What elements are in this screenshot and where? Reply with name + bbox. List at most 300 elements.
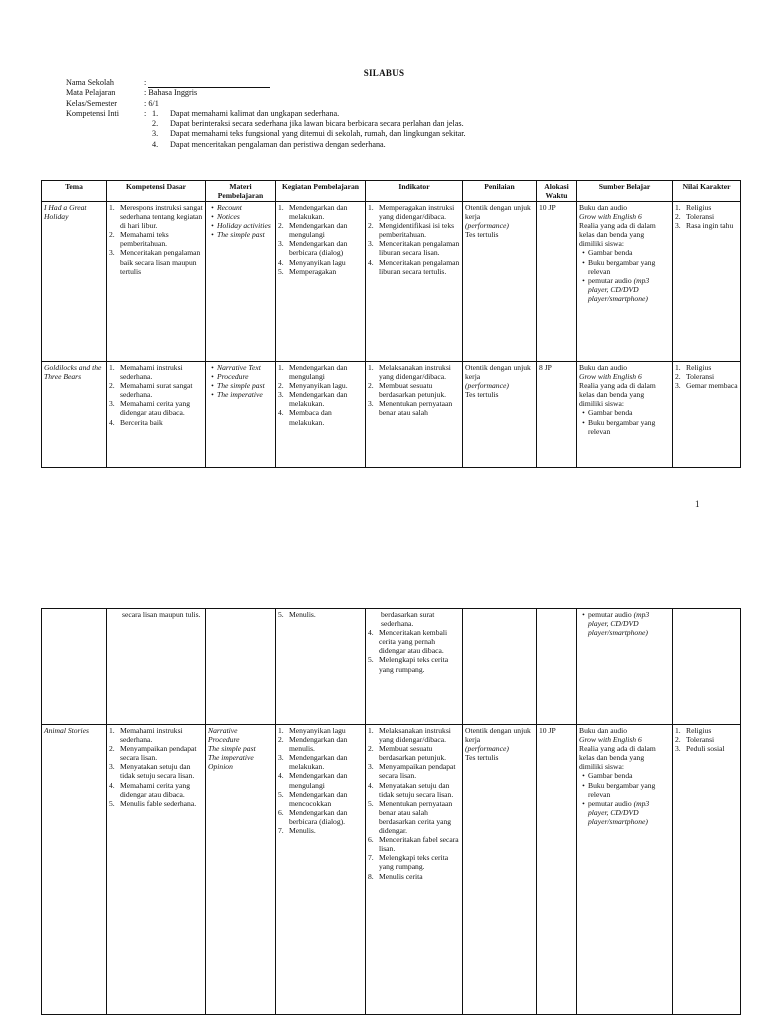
bullet-icon: • bbox=[582, 248, 585, 258]
core-competence-number: 1. bbox=[152, 108, 159, 118]
core-competence-item bbox=[152, 140, 466, 150]
item-text: Mendengarkan dan berbicara (dialog). bbox=[289, 807, 348, 826]
kegiatan-list bbox=[278, 726, 363, 835]
bullet-text: Gambar benda bbox=[588, 408, 633, 418]
cell-tema: Goldilocks and the Three Bears bbox=[42, 362, 107, 468]
cell-penilaian bbox=[463, 609, 537, 725]
item-number: 3. bbox=[675, 744, 681, 754]
item-text: Rasa ingin tahu bbox=[686, 221, 734, 231]
item-text: Mendengarkan dan melakukan. bbox=[289, 390, 348, 409]
list-item bbox=[208, 372, 273, 381]
cell-alokasi bbox=[537, 609, 577, 725]
item-text: Menyatakan setuju dan tidak setuju secara lisan. bbox=[379, 780, 454, 799]
item-text: Toleransi bbox=[686, 372, 715, 382]
list-item bbox=[368, 363, 460, 381]
cell-nilai bbox=[673, 725, 741, 1015]
item-number: 2. bbox=[368, 744, 374, 754]
item-number: 6. bbox=[368, 835, 374, 845]
item-number: 1. bbox=[368, 363, 374, 372]
list-item bbox=[278, 239, 363, 257]
item-text: Religius bbox=[686, 203, 712, 212]
item-number: 3. bbox=[675, 381, 681, 391]
bullet-icon: • bbox=[582, 610, 585, 619]
kd-list bbox=[109, 726, 203, 808]
cell-tema: Animal Stories bbox=[42, 725, 107, 1015]
school-name-value: : bbox=[144, 78, 147, 87]
list-item bbox=[368, 762, 460, 780]
list-item bbox=[368, 655, 460, 673]
item-text: Mendengarkan dan menulis. bbox=[289, 735, 348, 754]
list-item bbox=[368, 381, 460, 399]
cell-penilaian bbox=[463, 202, 537, 362]
syllabus-table-page-1 bbox=[41, 180, 741, 468]
item-text: Melaksanakan instruksi yang didengar/dibaca. bbox=[379, 363, 451, 382]
bullet-icon: • bbox=[211, 390, 214, 400]
sumber-book-title: Grow with English 6 bbox=[579, 735, 642, 745]
cell-sumber bbox=[577, 202, 673, 362]
item-text: Menyanyikan lagu bbox=[289, 726, 346, 735]
list-item bbox=[109, 418, 203, 427]
materi-text: Narrative Text bbox=[217, 363, 261, 372]
item-text: Peduli sosial bbox=[686, 744, 725, 754]
sumber-realia: Realia yang ada di dalam kelas dan benda yang dimiliki siswa: bbox=[579, 221, 656, 249]
list-item bbox=[208, 381, 273, 390]
item-number: 2. bbox=[109, 381, 115, 391]
item-text: Memahami instruksi sederhana. bbox=[120, 726, 183, 745]
bullet-icon: • bbox=[211, 203, 214, 212]
sumber-text: Buku dan audio bbox=[579, 203, 628, 212]
indikator-list bbox=[368, 203, 460, 276]
list-item bbox=[675, 372, 738, 381]
item-text: Melaksanakan instruksi yang didengar/dibaca. bbox=[379, 726, 451, 745]
item-number: 1. bbox=[675, 203, 681, 212]
item-text: Mendengarkan dan melakukan. bbox=[289, 203, 348, 222]
bullet-icon: • bbox=[582, 771, 585, 781]
item-text: Menentukan pernyataan benar atau salah bbox=[379, 399, 453, 418]
bullet-icon: • bbox=[211, 230, 214, 240]
item-text: Memahami instruksi sederhana. bbox=[120, 363, 183, 382]
item-text: Menceritakan pengalaman baik secara lisan maupun tertulis bbox=[120, 248, 201, 276]
item-number: 5. bbox=[109, 798, 115, 808]
item-text: Menyatakan setuju dan tidak setuju secara lisan. bbox=[120, 762, 195, 781]
list-item bbox=[109, 799, 203, 808]
item-text: Memperagakan instruksi yang didengar/dibaca. bbox=[379, 203, 455, 222]
item-text: Menyampaikan pendapat secara lisan. bbox=[379, 762, 456, 781]
nilai-list bbox=[675, 726, 738, 753]
item-number: 1. bbox=[109, 363, 115, 372]
penilaian-test: Tes tertulis bbox=[465, 390, 499, 400]
materi-text: The simple past bbox=[217, 381, 265, 391]
item-text: Memahami cerita yang didengar atau dibaca. bbox=[120, 399, 191, 418]
core-competence-colon: : bbox=[144, 108, 147, 118]
list-item bbox=[579, 781, 670, 799]
item-text: Menceritakan pengalaman liburan secara tertulis. bbox=[379, 257, 460, 276]
item-number: 4. bbox=[109, 417, 115, 427]
indikator-continuation: berdasarkan surat sederhana. bbox=[381, 610, 435, 629]
core-competence-list bbox=[152, 109, 466, 150]
indikator-list bbox=[368, 628, 460, 673]
list-item bbox=[368, 628, 460, 655]
item-number: 4. bbox=[278, 408, 284, 418]
item-number: 2. bbox=[675, 372, 681, 382]
item-number: 4. bbox=[368, 257, 374, 267]
core-competence-text: Dapat memahami teks fungsional yang ditemui di sekolah, rumah, dan lingkungan sekitar. bbox=[170, 129, 466, 139]
item-number: 1. bbox=[278, 726, 284, 735]
item-text: Memahami teks pemberitahuan. bbox=[120, 230, 169, 249]
sumber-book-title: Grow with English 6 bbox=[579, 212, 642, 222]
header-tema: Tema bbox=[42, 181, 107, 202]
list-item bbox=[368, 835, 460, 853]
penilaian-performance: (performance) bbox=[465, 381, 509, 391]
materi-text: The imperative bbox=[217, 390, 263, 400]
bullet-icon: • bbox=[582, 780, 585, 790]
info-row-class bbox=[66, 99, 466, 109]
class-semester-label: Kelas/Semester bbox=[66, 98, 117, 108]
list-item bbox=[109, 399, 203, 417]
cell-materi bbox=[206, 609, 276, 725]
item-number: 1. bbox=[109, 203, 115, 212]
item-text: Memperagakan bbox=[289, 266, 337, 276]
sumber-text: Buku dan audio bbox=[579, 363, 628, 372]
list-item bbox=[208, 212, 273, 221]
list-item bbox=[109, 744, 203, 762]
bullet-italic-text: (mp3 player, CD/DVD player/smartphone) bbox=[588, 610, 650, 638]
penilaian-text: Otentik dengan unjuk kerja bbox=[465, 363, 531, 382]
core-competence-item bbox=[152, 119, 466, 129]
table-row bbox=[42, 725, 741, 1015]
list-item bbox=[368, 744, 460, 762]
item-number: 8. bbox=[368, 871, 374, 881]
list-item bbox=[208, 221, 273, 230]
item-number: 2. bbox=[368, 221, 374, 231]
class-semester-value: : 6/1 bbox=[144, 98, 159, 108]
item-text: Menulis fable sederhana. bbox=[120, 798, 197, 808]
list-item bbox=[675, 212, 738, 221]
penilaian-test: Tes tertulis bbox=[465, 753, 499, 763]
sumber-bullets bbox=[579, 248, 670, 303]
item-text: Mendengarkan dan mengulangi bbox=[289, 363, 348, 382]
item-text: Menulis. bbox=[289, 826, 316, 836]
list-item bbox=[278, 408, 363, 426]
cell-alokasi: 10 JP bbox=[537, 725, 577, 1015]
cell-indikator bbox=[366, 609, 463, 725]
penilaian-test: Tes tertulis bbox=[465, 230, 499, 240]
cell-sumber bbox=[577, 362, 673, 468]
bullet-icon: • bbox=[211, 212, 214, 222]
item-text: Menceritakan pengalaman liburan secara lisan. bbox=[379, 239, 460, 258]
list-item bbox=[579, 799, 670, 826]
list-item bbox=[675, 726, 738, 735]
sumber-realia: Realia yang ada di dalam kelas dan benda yang dimiliki siswa: bbox=[579, 744, 656, 772]
item-text: Menulis. bbox=[289, 610, 316, 619]
list-item bbox=[368, 781, 460, 799]
cell-nilai bbox=[673, 362, 741, 468]
nilai-list bbox=[675, 203, 738, 230]
item-text: Mendengarkan dan mengulangi bbox=[289, 221, 348, 240]
sumber-bullets bbox=[579, 408, 670, 435]
kd-list bbox=[109, 203, 203, 276]
penilaian-performance: (performance) bbox=[465, 221, 509, 231]
sumber-realia: Realia yang ada di dalam kelas dan benda yang dimiliki siswa: bbox=[579, 381, 656, 409]
item-text: Mendengarkan dan melakukan. bbox=[289, 753, 348, 772]
nilai-list bbox=[675, 363, 738, 390]
header-materi: Materi Pembelajaran bbox=[206, 181, 276, 202]
materi-text: The imperative bbox=[208, 753, 254, 763]
item-number: 5. bbox=[278, 789, 284, 799]
cell-kegiatan bbox=[276, 202, 366, 362]
list-item bbox=[675, 221, 738, 230]
item-number: 7. bbox=[278, 826, 284, 836]
sumber-bullets bbox=[579, 610, 670, 637]
bullet-text: Buku bergambar yang relevan bbox=[588, 417, 656, 436]
list-item bbox=[579, 408, 670, 417]
list-item bbox=[278, 267, 363, 276]
list-item bbox=[109, 203, 203, 230]
penilaian-performance: (performance) bbox=[465, 744, 509, 754]
item-text: Memahami surat sangat sederhana. bbox=[120, 381, 193, 400]
item-text: Menyanyikan lagu bbox=[289, 257, 346, 267]
list-item bbox=[675, 363, 738, 372]
item-number: 2. bbox=[368, 381, 374, 391]
item-text: Toleransi bbox=[686, 735, 715, 745]
item-number: 4. bbox=[278, 771, 284, 781]
bullet-icon: • bbox=[211, 363, 214, 372]
header-sumber: Sumber Belajar bbox=[577, 181, 673, 202]
item-text: Mendengarkan dan berbicara (dialog) bbox=[289, 239, 348, 258]
list-item bbox=[109, 248, 203, 275]
item-text: Memahami cerita yang didengar atau dibaca. bbox=[120, 780, 191, 799]
table-header-row bbox=[42, 181, 741, 202]
list-item bbox=[109, 230, 203, 248]
sumber-bullets bbox=[579, 771, 670, 826]
item-number: 2. bbox=[278, 221, 284, 231]
syllabus-table-page-2 bbox=[41, 608, 741, 1015]
item-number: 4. bbox=[368, 628, 374, 638]
bullet-icon: • bbox=[582, 798, 585, 808]
list-item bbox=[368, 258, 460, 276]
kd-list bbox=[109, 363, 203, 427]
header-penilaian: Penilaian bbox=[463, 181, 537, 202]
item-number: 1. bbox=[368, 203, 374, 212]
item-text: Melengkapi teks cerita yang rumpang. bbox=[379, 655, 449, 674]
cell-kd bbox=[107, 725, 206, 1015]
item-number: 1. bbox=[278, 203, 284, 212]
bullet-icon: • bbox=[582, 257, 585, 267]
list-item bbox=[579, 771, 670, 780]
cell-penilaian bbox=[463, 362, 537, 468]
header-kegiatan: Kegiatan Pembelajaran bbox=[276, 181, 366, 202]
list-item bbox=[278, 221, 363, 239]
subject-value: : Bahasa Inggris bbox=[144, 88, 198, 98]
item-text: Menceritakan kembali cerita yang pernah didengar atau dibaca. bbox=[379, 628, 448, 656]
info-row-core-competence bbox=[66, 109, 466, 150]
list-item bbox=[579, 418, 670, 436]
materi-list bbox=[208, 363, 273, 399]
item-text: Menyanyikan lagu. bbox=[289, 381, 348, 391]
materi-text: The simple past bbox=[217, 230, 265, 240]
list-item bbox=[579, 248, 670, 257]
materi-text: The simple past bbox=[208, 744, 256, 754]
list-item bbox=[278, 826, 363, 835]
materi-text: Recount bbox=[217, 203, 242, 212]
list-item bbox=[208, 390, 273, 399]
header-nilai: Nilai Karakter bbox=[673, 181, 741, 202]
cell-sumber bbox=[577, 725, 673, 1015]
list-item bbox=[368, 203, 460, 221]
list-item bbox=[675, 381, 738, 390]
item-text: Mendengarkan dan mengulangi bbox=[289, 771, 348, 790]
cell-materi bbox=[206, 362, 276, 468]
cell-indikator bbox=[366, 725, 463, 1015]
bullet-text: Buku bergambar yang relevan bbox=[588, 257, 656, 276]
list-item bbox=[675, 735, 738, 744]
item-number: 3. bbox=[368, 239, 374, 249]
item-number: 6. bbox=[278, 807, 284, 817]
bullet-text: Buku bergambar yang relevan bbox=[588, 780, 656, 799]
cell-tema: I Had a Great Holiday bbox=[42, 202, 107, 362]
list-item bbox=[579, 610, 670, 637]
item-text: Religius bbox=[686, 363, 712, 372]
item-text: Toleransi bbox=[686, 212, 715, 222]
kegiatan-list bbox=[278, 363, 363, 427]
bullet-icon: • bbox=[211, 372, 214, 382]
item-text: Melengkapi teks cerita yang rumpang. bbox=[379, 853, 449, 872]
list-item bbox=[278, 258, 363, 267]
list-item bbox=[208, 203, 273, 212]
list-item bbox=[278, 735, 363, 753]
document-title: SILABUS bbox=[363, 68, 405, 78]
item-text: Menyampaikan pendapat secara lisan. bbox=[120, 744, 197, 763]
item-number: 5. bbox=[368, 655, 374, 665]
page-number: 1 bbox=[695, 499, 700, 509]
list-item bbox=[109, 363, 203, 381]
core-competence-number: 3. bbox=[152, 129, 159, 139]
item-number: 2. bbox=[278, 381, 284, 391]
kegiatan-list bbox=[278, 203, 363, 276]
kd-continuation: secara lisan maupun tulis. bbox=[122, 610, 201, 619]
item-text: Membuat sesuatu berdasarkan petunjuk. bbox=[379, 381, 447, 400]
sumber-text: Buku dan audio bbox=[579, 726, 628, 735]
item-number: 3. bbox=[278, 390, 284, 400]
item-number: 3. bbox=[109, 399, 115, 409]
bullet-icon: • bbox=[582, 275, 585, 285]
header-indikator: Indikator bbox=[366, 181, 463, 202]
indikator-list bbox=[368, 726, 460, 881]
item-number: 3. bbox=[109, 248, 115, 258]
item-number: 5. bbox=[278, 266, 284, 276]
school-info bbox=[66, 78, 466, 150]
cell-nilai bbox=[673, 202, 741, 362]
list-item bbox=[368, 239, 460, 257]
list-item bbox=[109, 781, 203, 799]
bullet-text: pemutar audio bbox=[588, 798, 632, 808]
info-row-subject bbox=[66, 88, 466, 98]
header-kompetensi-dasar: Kompetensi Dasar bbox=[107, 181, 206, 202]
core-competence-item bbox=[152, 109, 466, 119]
list-item bbox=[109, 726, 203, 744]
item-number: 4. bbox=[278, 257, 284, 267]
item-number: 2. bbox=[675, 735, 681, 745]
item-number: 1. bbox=[109, 726, 115, 735]
list-item bbox=[278, 390, 363, 408]
item-text: Mengidentifikasi isi teks pemberitahuan. bbox=[379, 221, 455, 240]
item-number: 1. bbox=[368, 726, 374, 735]
item-number: 7. bbox=[368, 853, 374, 863]
materi-text: Notices bbox=[217, 212, 240, 222]
list-item bbox=[368, 872, 460, 881]
core-competence-number: 4. bbox=[152, 139, 159, 149]
materi-text: Narrative bbox=[208, 726, 238, 735]
list-item bbox=[368, 399, 460, 417]
list-item bbox=[109, 762, 203, 780]
list-item bbox=[278, 808, 363, 826]
materi-text: Opinion bbox=[208, 762, 233, 772]
list-item bbox=[278, 790, 363, 808]
bullet-italic-text: (mp3 player, CD/DVD player/smartphone) bbox=[588, 275, 650, 303]
list-item bbox=[368, 221, 460, 239]
core-competence-label: Kompetensi Inti bbox=[66, 108, 119, 118]
item-number: 3. bbox=[675, 221, 681, 231]
cell-kegiatan bbox=[276, 725, 366, 1015]
core-competence-text: Dapat memahami kalimat dan ungkapan sederhana. bbox=[170, 108, 340, 118]
cell-sumber bbox=[577, 609, 673, 725]
list-item bbox=[278, 753, 363, 771]
item-number: 2. bbox=[109, 744, 115, 754]
cell-kd bbox=[107, 362, 206, 468]
bullet-text: pemutar audio bbox=[588, 610, 632, 619]
header-alokasi: Alokasi Waktu bbox=[537, 181, 577, 202]
list-item bbox=[675, 203, 738, 212]
item-number: 5. bbox=[368, 798, 374, 808]
cell-nilai bbox=[673, 609, 741, 725]
bullet-icon: • bbox=[211, 221, 214, 231]
document-page-2 bbox=[0, 528, 768, 1024]
bullet-text: Gambar benda bbox=[588, 771, 633, 781]
list-item bbox=[278, 726, 363, 735]
list-item bbox=[109, 381, 203, 399]
core-competence-number: 2. bbox=[152, 119, 159, 129]
item-text: Membaca dan melakukan. bbox=[289, 408, 332, 427]
item-number: 2. bbox=[109, 230, 115, 240]
item-number: 4. bbox=[368, 780, 374, 790]
bullet-icon: • bbox=[211, 381, 214, 391]
item-text: Religius bbox=[686, 726, 712, 735]
materi-text: Holiday activities bbox=[217, 221, 271, 231]
indikator-list bbox=[368, 363, 460, 418]
cell-indikator bbox=[366, 362, 463, 468]
item-text: Mendengarkan dan mencocokkan bbox=[289, 789, 348, 808]
item-text: Gemar membaca bbox=[686, 381, 738, 391]
bullet-text: Gambar benda bbox=[588, 248, 633, 258]
list-item bbox=[368, 726, 460, 744]
item-number: 2. bbox=[675, 212, 681, 222]
core-competence-text: Dapat berinteraksi secara sederhana jika lawan bicara berbicara secara perlahan dan jelas. bbox=[170, 119, 464, 129]
penilaian-text: Otentik dengan unjuk kerja bbox=[465, 726, 531, 745]
list-item bbox=[208, 230, 273, 239]
list-item bbox=[278, 203, 363, 221]
cell-kd bbox=[107, 202, 206, 362]
list-item bbox=[675, 744, 738, 753]
item-number: 1. bbox=[675, 363, 681, 372]
cell-kd bbox=[107, 609, 206, 725]
item-number: 3. bbox=[368, 399, 374, 409]
cell-materi bbox=[206, 725, 276, 1015]
materi-list bbox=[208, 203, 273, 239]
materi-text: Procedure bbox=[217, 372, 249, 382]
bullet-icon: • bbox=[582, 408, 585, 418]
cell-kegiatan bbox=[276, 609, 366, 725]
bullet-icon: • bbox=[582, 417, 585, 427]
